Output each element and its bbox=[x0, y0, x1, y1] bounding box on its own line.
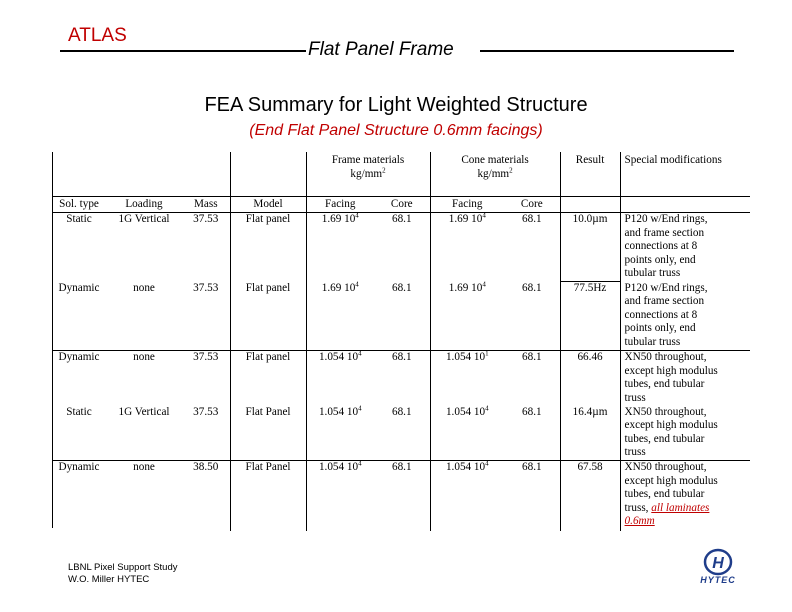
cell-special bbox=[620, 213, 750, 282]
cell-frame-facing bbox=[306, 461, 374, 531]
special-line: tubular truss bbox=[624, 335, 681, 348]
frame-facing-exp: 4 bbox=[355, 279, 359, 288]
cell-mass: 37.53 bbox=[193, 213, 219, 225]
cell-mass: 38.50 bbox=[193, 461, 219, 473]
cell-cone-core: 68.1 bbox=[504, 406, 560, 461]
fea-summary-table bbox=[52, 152, 750, 531]
cell-result: 77.5Hz bbox=[560, 282, 620, 351]
frame-facing-value: 1.054 10 bbox=[318, 351, 359, 363]
frame-facing-exp: 4 bbox=[355, 211, 359, 220]
frame-facing-value: 1.054 10 bbox=[318, 461, 359, 473]
header-blank bbox=[52, 152, 230, 197]
cell-sol-type: Dynamic bbox=[52, 282, 106, 351]
col-loading: Loading bbox=[106, 197, 182, 213]
table-row bbox=[52, 461, 750, 531]
cell-loading: 1G Vertical bbox=[106, 406, 182, 461]
cell-cone-facing bbox=[430, 351, 504, 406]
cell-frame-facing bbox=[306, 403, 374, 461]
cone-facing-exp: 4 bbox=[482, 279, 486, 288]
header-rule-right bbox=[480, 50, 734, 52]
cone-facing-value: 1.69 10 bbox=[448, 281, 483, 294]
frame-facing-value: 1.054 10 bbox=[318, 405, 359, 418]
special-line: tubes, end tubular bbox=[624, 488, 705, 501]
atlas-label: ATLAS bbox=[68, 25, 127, 46]
result-header: Result bbox=[560, 152, 620, 197]
table-group-header-row bbox=[52, 152, 750, 197]
cell-cone-facing bbox=[430, 403, 504, 461]
cell-cone-facing bbox=[430, 279, 504, 351]
slide-subtitle: (End Flat Panel Structure 0.6mm facings) bbox=[249, 122, 543, 139]
col-result-blank bbox=[560, 197, 620, 213]
cell-model: Flat panel bbox=[230, 282, 306, 351]
cell-sol-type: Dynamic bbox=[58, 351, 100, 363]
col-sol-type: Sol. type bbox=[52, 197, 106, 213]
special-line: except high modulus bbox=[624, 474, 718, 487]
special-line: XN50 throughout, bbox=[624, 405, 707, 418]
table-row bbox=[52, 406, 750, 461]
col-model: Model bbox=[230, 197, 306, 213]
cell-frame-core: 68.1 bbox=[374, 282, 430, 351]
special-line: connections at 8 bbox=[624, 308, 698, 321]
special-line: XN50 throughout, bbox=[624, 351, 707, 363]
cell-result: 16.4µm bbox=[560, 406, 620, 461]
cell-cone-core: 68.1 bbox=[522, 461, 542, 473]
cell-model: Flat panel bbox=[230, 213, 306, 282]
frame-units-label: kg/mm bbox=[350, 167, 383, 180]
cone-units-exp: 2 bbox=[509, 165, 513, 174]
cell-cone-core: 68.1 bbox=[522, 213, 542, 225]
frame-units-exp: 2 bbox=[382, 165, 386, 174]
header-rule-left bbox=[60, 50, 306, 52]
table-column-header-row bbox=[52, 197, 750, 213]
frame-facing-value: 1.69 10 bbox=[321, 281, 356, 294]
cell-loading: none bbox=[133, 461, 155, 473]
col-mass: Mass bbox=[182, 197, 230, 213]
col-frame-core: Core bbox=[374, 197, 430, 213]
frame-facing-exp: 4 bbox=[358, 403, 362, 412]
slide-title: FEA Summary for Light Weighted Structure bbox=[204, 94, 588, 116]
special-line: XN50 throughout, bbox=[624, 461, 707, 473]
cone-facing-exp: 4 bbox=[485, 403, 489, 412]
cone-facing-value: 1.69 10 bbox=[448, 213, 483, 225]
cell-cone-facing bbox=[430, 213, 504, 282]
cell-loading: none bbox=[133, 351, 155, 363]
frame-title: Flat Panel Frame bbox=[308, 39, 454, 60]
cell-special bbox=[620, 282, 750, 351]
special-highlight: all laminates bbox=[651, 501, 710, 514]
special-line: truss bbox=[624, 391, 646, 404]
cell-mass: 37.53 bbox=[182, 282, 230, 351]
cell-loading: 1G Vertical bbox=[118, 213, 170, 225]
special-line: except high modulus bbox=[624, 419, 718, 432]
cone-materials-label: Cone materials bbox=[461, 154, 529, 166]
cell-result: 66.46 bbox=[560, 351, 620, 406]
cell-frame-core: 68.1 bbox=[391, 213, 412, 225]
frame-facing-exp: 4 bbox=[358, 349, 362, 358]
special-line: connections at 8 bbox=[624, 240, 698, 253]
cell-frame-core: 68.1 bbox=[391, 461, 412, 473]
cell-result: 10.0µm bbox=[560, 213, 620, 282]
frame-materials-header bbox=[306, 152, 430, 197]
cell-cone-core: 68.1 bbox=[522, 351, 542, 363]
cone-facing-value: 1.054 10 bbox=[445, 351, 486, 363]
cell-mass: 37.53 bbox=[193, 351, 219, 363]
cell-frame-core: 68.1 bbox=[391, 351, 412, 363]
cell-special bbox=[620, 351, 750, 406]
special-line: and frame section bbox=[624, 295, 705, 308]
col-cone-core: Core bbox=[504, 197, 560, 213]
cell-mass: 37.53 bbox=[182, 406, 230, 461]
cone-facing-exp: 4 bbox=[482, 211, 486, 220]
cone-units-label: kg/mm bbox=[477, 167, 510, 180]
table-row bbox=[52, 213, 750, 282]
special-line: truss bbox=[624, 446, 646, 459]
cone-facing-value: 1.054 10 bbox=[445, 405, 486, 418]
cell-sol-type: Dynamic bbox=[58, 461, 100, 473]
cone-facing-exp: 4 bbox=[485, 459, 489, 468]
cone-facing-value: 1.054 10 bbox=[445, 461, 486, 473]
cell-model: Flat Panel bbox=[230, 406, 306, 461]
cell-special bbox=[620, 406, 750, 461]
cell-special bbox=[620, 461, 750, 531]
col-special-blank bbox=[620, 197, 750, 213]
table-row bbox=[52, 351, 750, 406]
special-line: truss, bbox=[624, 501, 652, 514]
special-line: P120 w/End rings, bbox=[624, 213, 708, 225]
special-line: except high modulus bbox=[624, 364, 718, 377]
special-line: tubes, end tubular bbox=[624, 432, 705, 445]
col-frame-facing: Facing bbox=[306, 197, 374, 213]
cell-cone-core: 68.1 bbox=[504, 282, 560, 351]
special-modifications-header: Special modifications bbox=[620, 152, 750, 197]
cell-sol-type: Static bbox=[66, 213, 92, 225]
cell-model: Flat Panel bbox=[230, 461, 306, 531]
cell-model: Flat panel bbox=[230, 351, 306, 406]
special-line: points only, end bbox=[624, 253, 696, 266]
cone-materials-header bbox=[430, 152, 560, 197]
cell-frame-facing bbox=[306, 351, 374, 406]
special-line: and frame section bbox=[624, 226, 705, 239]
footer-line-study: LBNL Pixel Support Study bbox=[68, 562, 178, 573]
cell-frame-facing bbox=[306, 279, 374, 351]
frame-materials-label: Frame materials bbox=[331, 154, 405, 166]
special-line: tubular truss bbox=[624, 267, 681, 280]
cone-facing-exp: 1 bbox=[485, 349, 489, 358]
cell-frame-core: 68.1 bbox=[374, 406, 430, 461]
table-row bbox=[52, 282, 750, 351]
footer-line-author: W.O. Miller HYTEC bbox=[68, 574, 150, 585]
cell-result: 67.58 bbox=[560, 461, 620, 531]
footer bbox=[68, 562, 178, 586]
cell-frame-facing bbox=[306, 213, 374, 282]
frame-facing-exp: 4 bbox=[358, 459, 362, 468]
logo-text: HYTEC bbox=[700, 575, 736, 585]
col-cone-facing: Facing bbox=[430, 197, 504, 213]
special-highlight: 0.6mm bbox=[624, 515, 655, 528]
special-line: points only, end bbox=[624, 322, 696, 335]
logo-letter: H bbox=[712, 555, 724, 572]
cell-cone-facing bbox=[430, 461, 504, 531]
cell-sol-type: Static bbox=[52, 406, 106, 461]
header-model-blank bbox=[230, 152, 306, 197]
special-line: tubes, end tubular bbox=[624, 378, 705, 391]
frame-facing-value: 1.69 10 bbox=[321, 213, 356, 225]
special-line: P120 w/End rings, bbox=[624, 281, 708, 294]
cell-loading: none bbox=[106, 282, 182, 351]
